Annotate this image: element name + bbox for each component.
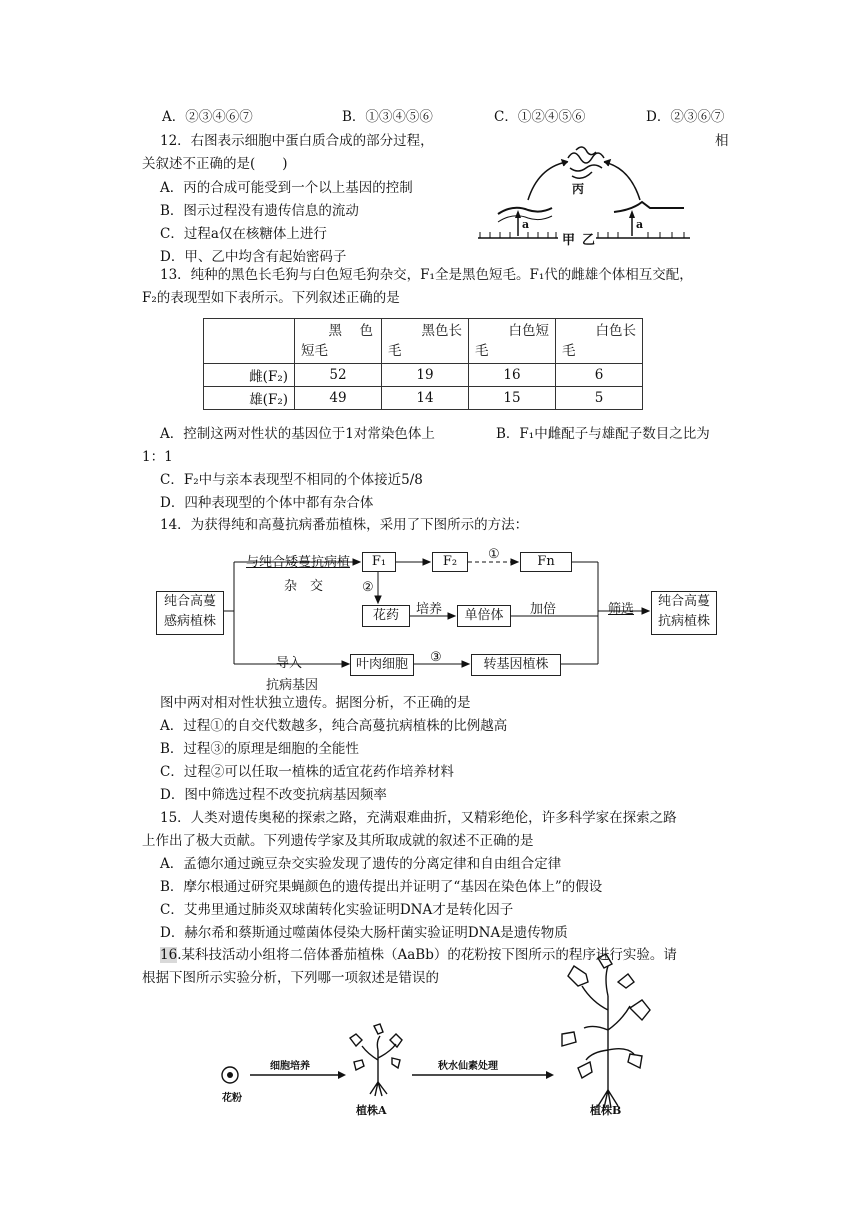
q13-option-b: B．F₁中雌配子与雄配子数目之比为 <box>496 426 710 442</box>
q12-option-d: D．甲、乙中均含有起始密码子 <box>160 249 347 265</box>
q16-number: 16 <box>160 947 178 963</box>
flow-mark-2: ② <box>362 580 374 595</box>
q13-table <box>203 318 643 410</box>
flow-f1-box: F₁ <box>362 552 396 572</box>
table-row <box>204 387 643 410</box>
flow-start-line2: 感病植株 <box>163 614 216 629</box>
q15-option-a: A．孟德尔通过豌豆杂交实验发现了遗传的分离定律和自由组合定律 <box>160 856 562 872</box>
table-cell: 14 <box>382 387 469 410</box>
table-header <box>469 319 556 364</box>
header-line-1: 白色短 <box>508 323 549 339</box>
q14-option-c: C．过程②可以任取一植株的适宜花药作培养材料 <box>160 764 454 780</box>
q13-stem: 13．纯种的黑色长毛狗与白色短毛狗杂交，F₁全是黑色短毛。F₁代的雌雄个体相互交配， <box>160 267 693 283</box>
header-line-2: 毛 <box>562 343 576 359</box>
table-cell: 5 <box>556 387 643 410</box>
q13-stem-cont: F₂的表现型如下表所示。下列叙述正确的是 <box>142 290 400 306</box>
table-cell: 6 <box>556 364 643 387</box>
table-header <box>295 319 382 364</box>
table-cell: 52 <box>295 364 382 387</box>
q12-option-b: B．图示过程没有遗传信息的流动 <box>160 203 359 219</box>
flow-f2-box: F₂ <box>432 552 468 572</box>
q12-fig-label-a1: a <box>522 218 530 231</box>
header-line-2: 毛 <box>388 343 402 359</box>
row-label: 雌(F₂) <box>204 364 295 387</box>
header-line-1: 黑色长 <box>421 323 462 339</box>
flow-end-line2: 抗病植株 <box>657 614 710 629</box>
flow-double-label: 加倍 <box>530 602 557 617</box>
flow-fn-box: Fn <box>520 552 572 572</box>
header-line-2: 毛 <box>475 343 489 359</box>
flow-cross-label: 与纯合矮蔓抗病植 <box>246 555 351 570</box>
q14-option-d: D．图中筛选过程不改变抗病基因频率 <box>160 787 387 803</box>
q15-option-d: D．赫尔希和蔡斯通过噬菌体侵染大肠杆菌实验证明DNA是遗传物质 <box>160 925 568 941</box>
table-header <box>556 319 643 364</box>
q12-option-a: A．丙的合成可能受到一个以上基因的控制 <box>160 180 413 196</box>
flow-leaf-box: 叶肉细胞 <box>350 654 414 676</box>
q16-fig-step2: 秋水仙素处理 <box>438 1061 498 1072</box>
q15-stem-cont: 上作出了极大贡献。下列遗传学家及其所取成就的叙述不正确的是 <box>142 833 534 849</box>
q16-stem-cont: 根据下图所示实验分析，下列哪一项叙述是错误的 <box>142 970 439 986</box>
q13-option-b-cont: 1：1 <box>142 449 173 465</box>
table-header-row <box>204 319 643 364</box>
flow-anther-box: 花药 <box>362 605 410 627</box>
q16-fig-plant-a: 植株A <box>356 1104 387 1117</box>
q15-option-c: C．艾弗里通过肺炎双球菌转化实验证明DNA才是转化因子 <box>160 902 514 918</box>
table-cell: 49 <box>295 387 382 410</box>
flow-end-box <box>651 591 717 635</box>
q12-fig-label-a2: a <box>636 218 644 231</box>
q11-option-b: B．①③④⑤⑥ <box>342 109 433 125</box>
q13-option-c: C．F₂中与亲本表现型不相同的个体接近5/8 <box>160 472 423 488</box>
q12-stem-cont: 关叙述不正确的是( ) <box>142 156 288 172</box>
table-cell: 19 <box>382 364 469 387</box>
row-label: 雄(F₂) <box>204 387 295 410</box>
header-line-1: 黑 色 <box>328 323 375 339</box>
q11-option-c: C．①②④⑤⑥ <box>494 109 586 125</box>
table-cell: 15 <box>469 387 556 410</box>
table-corner <box>204 319 295 364</box>
table-header <box>382 319 469 364</box>
q14-option-b: B．过程③的原理是细胞的全能性 <box>160 741 359 757</box>
q12-option-c: C．过程a仅在核糖体上进行 <box>160 226 327 242</box>
q12-stem: 12．右图表示细胞中蛋白质合成的部分过程， <box>160 133 434 149</box>
flow-start-box <box>156 591 224 635</box>
table-cell: 16 <box>469 364 556 387</box>
q13-option-a: A．控制这两对性状的基因位于1对常染色体上 <box>160 426 435 442</box>
flow-cross-sub: 杂 交 <box>284 579 324 594</box>
q12-stem-tail: 相 <box>715 133 729 149</box>
q11-option-d: D．②③⑥⑦ <box>646 109 725 125</box>
q13-option-d: D．四种表现型的个体中都有杂合体 <box>160 495 374 511</box>
flow-import-label: 导入 <box>276 656 303 671</box>
q14-after: 图中两对相对性状独立遗传。据图分析，不正确的是 <box>160 695 471 711</box>
q16-fig-step1: 细胞培养 <box>270 1061 310 1072</box>
q12-fig-label-jia: 甲 <box>562 233 576 248</box>
flow-transgenic-box: 转基因植株 <box>471 654 561 676</box>
q16-stem <box>160 946 677 964</box>
header-line-1: 白色长 <box>595 323 636 339</box>
flow-start-line1: 纯合高蔓 <box>163 594 216 609</box>
flow-culture-label: 培养 <box>416 602 443 617</box>
flow-select-label: 筛选 <box>608 602 635 617</box>
q15-option-b: B．摩尔根通过研究果蝇颜色的遗传提出并证明了“基因在染色体上”的假设 <box>160 879 603 895</box>
q12-fig-label-bing: 丙 <box>572 182 585 196</box>
q16-fig-plant-b: 植株B <box>590 1104 622 1117</box>
q16-stem-text: .某科技活动小组将二倍体番茄植株（AaBb）的花粉按下图所示的程序进行实验。请 <box>177 947 677 963</box>
q12-fig-label-yi: 乙 <box>582 233 596 248</box>
q14-option-a: A．过程①的自交代数越多，纯合高蔓抗病植株的比例越高 <box>160 718 508 734</box>
flow-mark-1: ① <box>488 547 500 562</box>
q15-stem: 15．人类对遗传奥秘的探索之路，充满艰难曲折，又精彩绝伦，许多科学家在探索之路 <box>160 810 677 826</box>
q14-stem: 14．为获得纯和高蔓抗病番茄植株，采用了下图所示的方法： <box>160 517 529 533</box>
table-row <box>204 364 643 387</box>
flow-mark-3: ③ <box>430 650 442 665</box>
flow-gene-label: 抗病基因 <box>266 678 319 693</box>
q11-option-a: A．②③④⑥⑦ <box>162 109 253 125</box>
q16-fig-pollen: 花粉 <box>222 1093 242 1104</box>
flow-end-line1: 纯合高蔓 <box>657 594 710 609</box>
header-line-2: 短毛 <box>301 343 328 359</box>
flow-haploid-box: 单倍体 <box>457 605 511 627</box>
